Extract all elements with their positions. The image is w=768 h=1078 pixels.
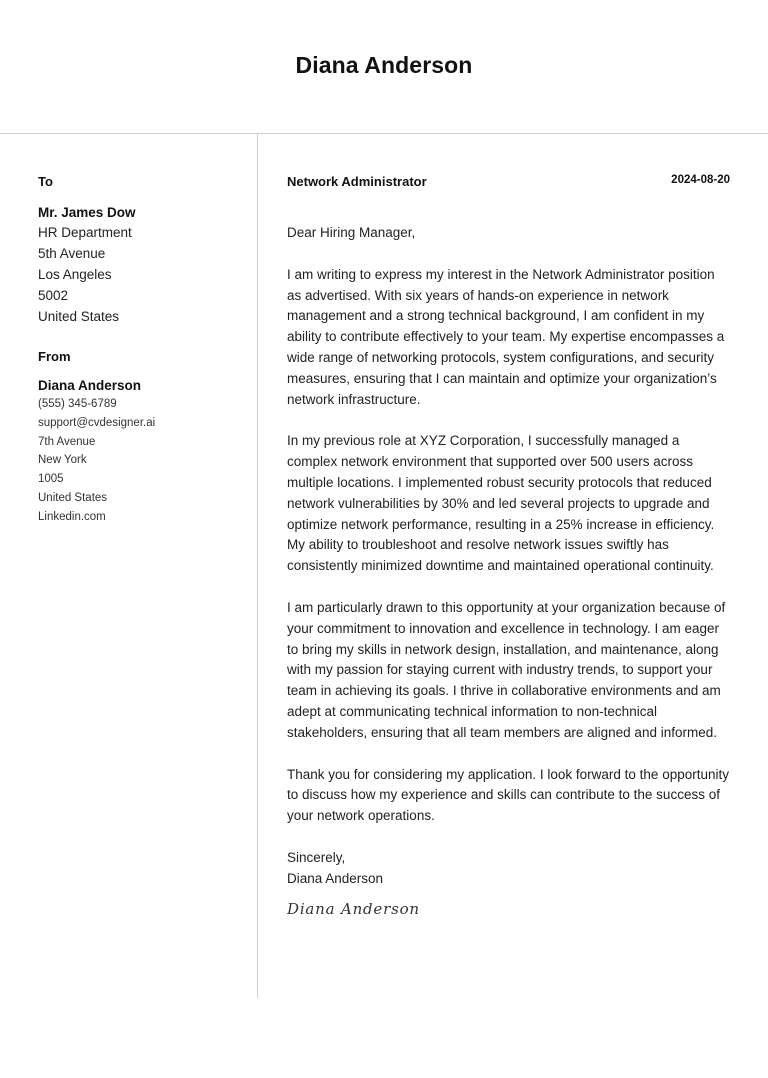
job-title: Network Administrator [287, 174, 427, 189]
recipient-country: United States [38, 309, 120, 324]
paragraph-thanks: Thank you for considering my application. I look forward to the opportunity to discuss how my experience and skills can contribute to the success of your network operations. [287, 766, 729, 824]
paragraph-experience: In my previous role at XYZ Corporation, I successfully managed a complex network environment that supported over 500 users across multiple locations. I implemented robust security protocols that reduced network vulnerabilities by 30% and led several projects to upgrade and optimize network performance, resulting in a 25% increase in efficiency. My ability to troubleshoot and resolve network issues swiftly has consistently minimized downtime and maintained operational continuity. [287, 433, 715, 574]
document-header [0, 0, 768, 134]
applicant-name-title: Diana Anderson [295, 52, 473, 78]
recipient-name: Mr. James Dow [38, 205, 136, 220]
letter-body [287, 174, 730, 918]
sender-city: New York [38, 454, 87, 467]
recipient-postal-code: 5002 [38, 288, 69, 303]
recipient-department: HR Department [38, 225, 132, 240]
sender-phone: (555) 345-6789 [38, 398, 117, 410]
header-divider [0, 133, 768, 134]
recipient-street: 5th Avenue [38, 246, 106, 261]
letter-meta-row [287, 174, 730, 192]
paragraph-intro: I am writing to express my interest in the Network Administrator position as advertised. With six years of hands-on experience in network management and a strong technical background, I am confident in my ability to contribute effectively to your team. My expertise encompasses a wide range of networking protocols, system configurations, and security measures, ensuring that I can maintain and optimize your organization’s network infrastructure. [287, 266, 725, 407]
closing-name: Diana Anderson [287, 870, 384, 886]
paragraph-motivation: I am particularly drawn to this opportunity at your organization because of your commitment to innovation and excellence in technology. I am eager to bring my skills in network design, installation, and maintenance, along with my passion for staying current with industry trends, to support your team in achieving its goals. I thrive in collaborative environments and am adept at communicating technical information to non-technical stakeholders, ensuring that all team members are aligned and informed. [287, 599, 726, 740]
sender-postal-code: 1005 [38, 473, 64, 486]
sender-email: support@cvdesigner.ai [38, 416, 156, 429]
handwritten-signature: Diana Anderson [287, 899, 420, 918]
contact-sidebar [38, 174, 238, 527]
letter-date: 2024-08-20 [671, 174, 730, 186]
salutation: Dear Hiring Manager, [287, 225, 416, 240]
sender-label: From [38, 349, 71, 364]
column-divider [257, 134, 258, 998]
recipient-label: To [38, 174, 53, 189]
recipient-city: Los Angeles [38, 267, 112, 282]
closing-phrase: Sincerely, [287, 849, 346, 865]
sender-street: 7th Avenue [38, 435, 96, 448]
closing [287, 848, 730, 890]
sender-name: Diana Anderson [38, 378, 142, 393]
sender-linkedin: Linkedin.com [38, 510, 106, 523]
sender-country: United States [38, 491, 108, 504]
